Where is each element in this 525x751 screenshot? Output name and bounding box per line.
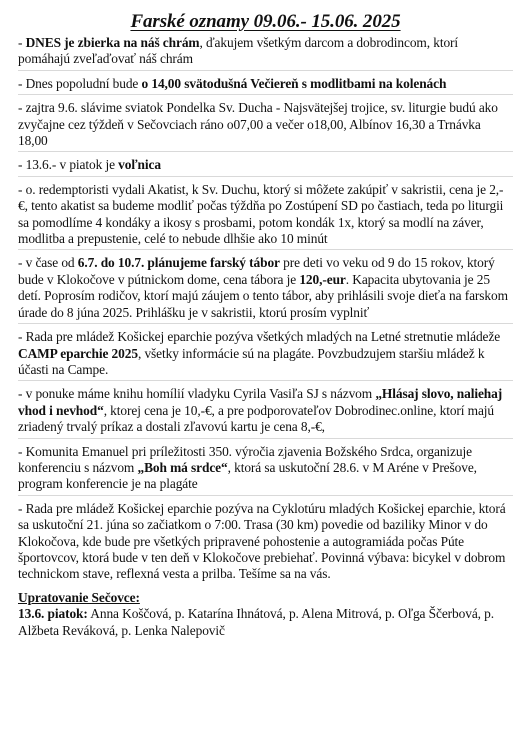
emphasis-text: „Hlásaj slovo, naliehaj vhod i nevhod“ [18,386,503,418]
announcement-list [18,35,513,585]
announcement-item [18,329,513,381]
announcement-text: - 13.6.- v piatok je [18,157,119,173]
announcement-text: - v čase od [18,255,78,271]
announcement-text: . Kapacita ubytovania je 25 detí. Poprosím rodičov, ktorí majú záujem o tento tábor, aby prihlásili svoje dieťa na farskom úrade do 8 júna 2025. Prihlášku je v sakristii, ktorú prosím vyplniť [18,271,508,320]
announcement-text: - Rada pre mládež Košickej eparchie pozýva všetkých mladých na Letné stretnutie mládeže [18,329,501,345]
announcement-text: - Komunita Emanuel pri príležitosti 350. výročia zjavenia Božského Srdca, organizuje konferenciu s názvom [18,443,472,475]
cleaning-heading: Upratovanie Sečovce: [18,589,140,605]
cleaning-day: 13.6. piatok: [18,606,88,622]
page-title: Farské oznamy 09.06.- 15.06. 2025 [130,11,401,32]
emphasis-text: 120,-eur [299,271,346,287]
announcement-text: , ktorá sa uskutoční 28.6. v M Aréne v Prešove, program konferencie je na plagáte [18,459,477,492]
announcement-item [18,501,513,585]
emphasis-text: „Boh má srdce“ [137,459,228,475]
emphasis-text: DNES je zbierka na náš chrám [25,35,200,50]
announcement-item [18,76,513,95]
announcement-text: , ďakujem všetkým darcom a dobrodincom, ktorí pomáhajú zveľaďovať náš chrám [18,35,459,67]
emphasis-text: CAMP eparchie 2025 [18,345,138,361]
emphasis-text: 6.7. do 10.7. plánujeme farský tábor [77,255,280,271]
cleaning-row [18,606,513,639]
announcement-item [18,182,513,251]
announcement-text: , ktorej cena je 10,-€, a pre podporovateľov Dobrodinec.online, ktorí majú zriadený trvalý príkaz a dostali zľavovú kartu je cena 8,-€, [18,402,495,435]
announcement-text: - Dnes popoludní bude [18,75,142,91]
announcement-text: - Rada pre mládež Košickej eparchie pozýva na Cyklotúru mladých Košickej eparchie, ktorá sa uskutoční 21. júna so začiatkom o 7:00. Trasa (30 km) povedie od baziliky Minor v do Klokočova, kde bude pre všetkých pripravené pohostenie a autogramiáda počas Púte športovcov, ktorá bude v ten deň v Klokočove prebiehať. Povinná výbava: bicykel v dobrom technickom stave, reflexná vesta a prilba. Tešíme sa na vás. [18,500,506,582]
announcement-item [18,157,513,176]
announcement-text: pre deti vo veku od 9 do 15 rokov, ktorý bude v Klokočove v pútnickom dome, cena tábora je [18,255,495,287]
announcement-text: , všetky informácie sú na plagáte. Povzbudzujem staršiu mládež k účasti na Campe. [18,345,485,377]
announcement-item [18,386,513,438]
emphasis-text: o 14,00 svätodušná Večiereň s modlitbami na kolenách [141,75,447,91]
cleaning-names: Anna Koščová, p. Katarína Ihnátová, p. Alena Mitrová, p. Oľga Ščerbová, p. Alžbeta Reváková, p. Lenka Nalepovič [18,606,495,638]
announcement-item [18,255,513,324]
announcement-item [18,444,513,496]
announcement-item [18,35,513,71]
announcement-text: - [18,35,26,50]
announcement-text: - zajtra 9.6. slávime sviatok Pondelka Sv. Ducha - Najsvätejšej trojice, sv. liturgie budú ako zvyčajne cez týždeň v Sečovciach ráno o07,00 a večer o18,00, Albínov 16,30 a Trnávka 18,00 [18,100,498,149]
announcement-text: - o. redemptoristi vydali Akatist, k Sv. Duchu, ktorý si môžete zakúpiť v sakristii, cena je 2,-€, tento akatist sa budeme modliť počas týždňa po Zostúpení SD po častiach, teda po liturgii sa pomodlíme 4 kondáky a ikosy s prosbami, potom kondák 1x, ktorý sa modlí na záver, modlitba a prepustenie, celé to nebude dlhšie ako 10 minút [18,181,504,247]
cleaning-section [18,590,513,639]
emphasis-text: voľnica [118,157,161,173]
announcement-item [18,100,513,152]
announcement-text: - v ponuke máme knihu homílií vladyku Cyrila Vasiľa SJ s názvom [18,386,376,402]
